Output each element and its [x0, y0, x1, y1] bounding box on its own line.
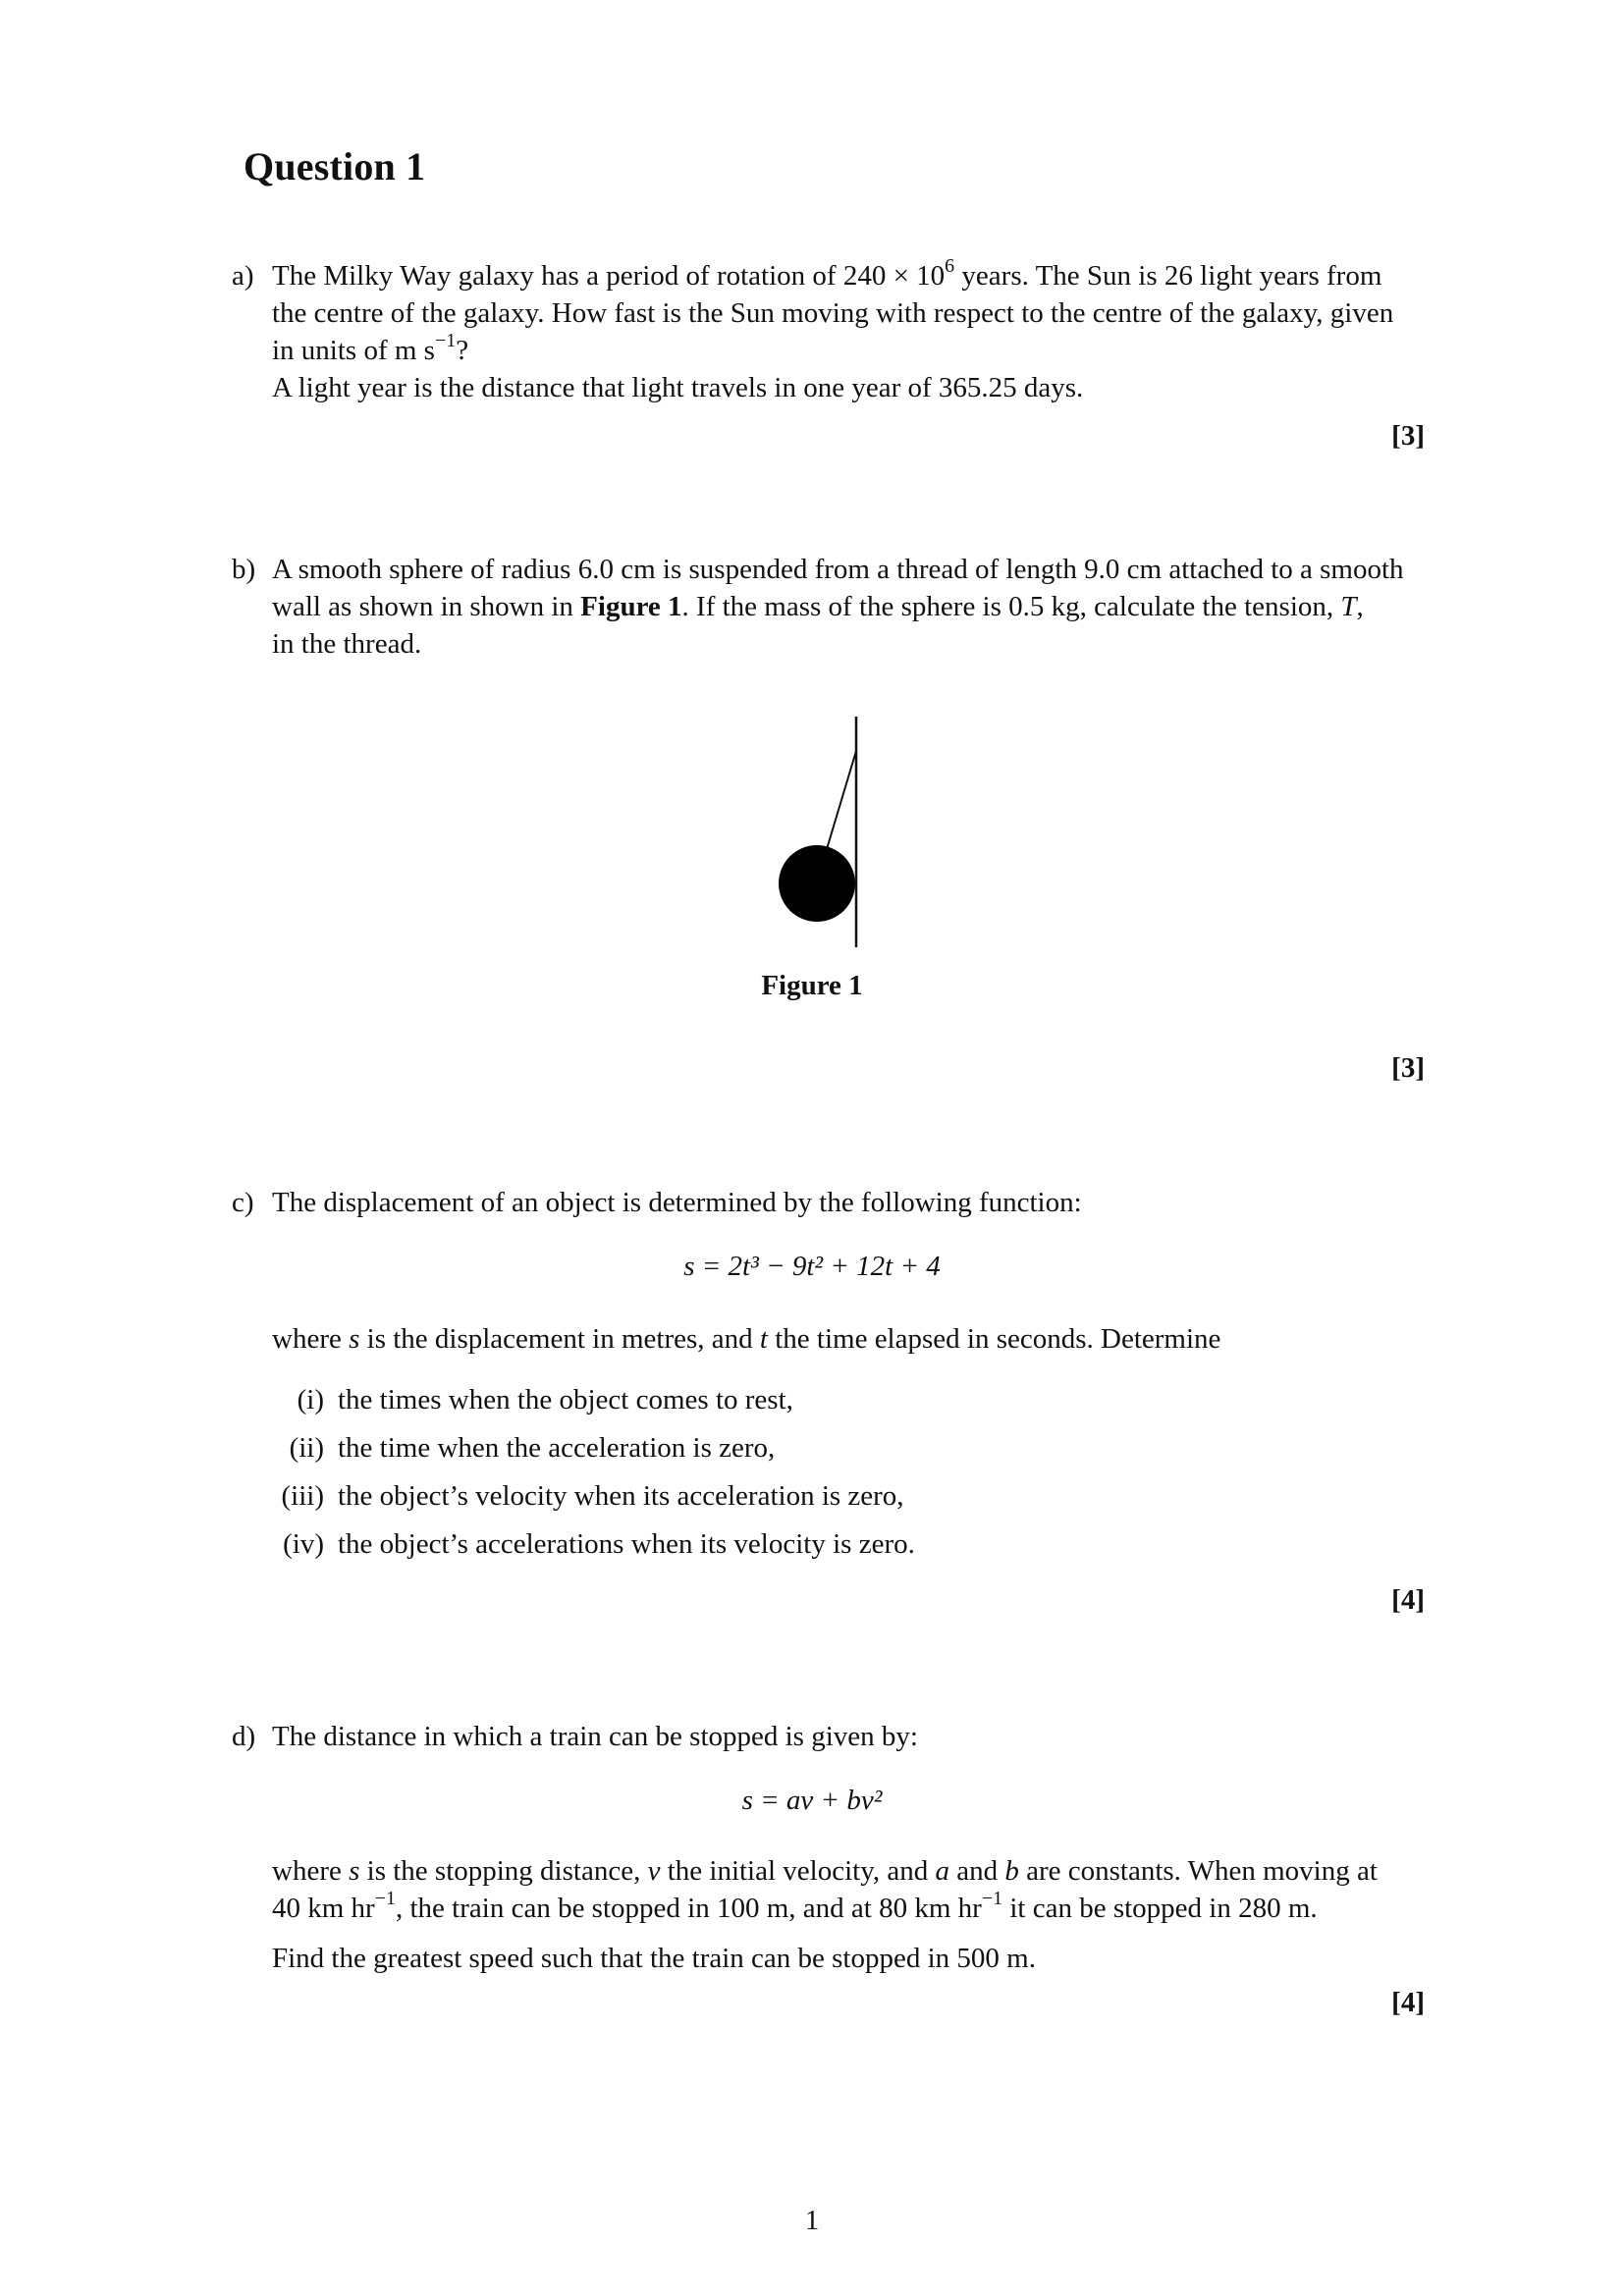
- sub-item-text: the object’s accelerations when its velocity is zero.: [338, 1528, 915, 1560]
- part-a-label: a): [232, 260, 254, 292]
- part-d-marks: [4]: [1391, 1987, 1425, 2018]
- thread-line: [827, 751, 856, 849]
- figure-1-sphere-diagram: [766, 712, 884, 957]
- part-a-marks: [3]: [1391, 420, 1425, 452]
- part-c-where: where s is the displacement in metres, and t the time elapsed in seconds. Determine: [272, 1323, 1221, 1355]
- figure-reference: Figure 1: [580, 591, 682, 622]
- page-number: 1: [804, 2205, 820, 2236]
- part-d-question: Find the greatest speed such that the train can be stopped in 500 m.: [272, 1943, 1036, 1974]
- sphere: [779, 845, 855, 922]
- part-c-intro: The displacement of an object is determined by the following function:: [272, 1187, 1082, 1218]
- question-heading: Question 1: [244, 144, 426, 188]
- part-c-label: c): [232, 1187, 254, 1218]
- part-d-label: d): [232, 1721, 256, 1752]
- part-b-marks: [3]: [1391, 1052, 1425, 1084]
- part-d-intro: The distance in which a train can be stopped is given by:: [272, 1721, 918, 1752]
- part-c-marks: [4]: [1391, 1584, 1425, 1616]
- sub-item-num: (i): [297, 1384, 324, 1415]
- stopping-distance-equation: s = av + bv²: [741, 1785, 883, 1816]
- sub-item-text: the object’s velocity when its acceleration is zero,: [338, 1480, 904, 1512]
- figure-caption: Figure 1: [761, 970, 863, 1001]
- sub-item-text: the times when the object comes to rest,: [338, 1384, 793, 1415]
- part-d-text: where s is the stopping distance, v the initial velocity, and a and b are constants. When moving at 40 km $hr^{-1}$, the train can be stopped in 100 m, and at 80 km $hr^{-1}$ it can be stopped in 280 m.: [272, 1855, 1378, 1924]
- unit-ms: m s: [394, 335, 435, 366]
- sub-item-num: (ii): [289, 1432, 324, 1464]
- sub-item-num: (iv): [283, 1528, 324, 1560]
- part-b-label: b): [232, 554, 256, 585]
- part-a-text: The Milky Way galaxy has a period of rotation of $240 \times 10^6$ years. The Sun is 26 light years from the centre of the galaxy. How fast is the Sun moving with respect to the centre of the galaxy, given in units of m $s^{-1}$? A light year is the distance that light travels in one year of 365.25 days.: [272, 255, 1394, 403]
- sub-item-text: the time when the acceleration is zero,: [338, 1432, 776, 1464]
- sub-item-num: (iii): [281, 1480, 324, 1512]
- displacement-equation: s = 2t³ − 9t² + 12t + 4: [683, 1251, 941, 1282]
- period-value: 240 × 10: [842, 260, 946, 292]
- part-b-text: A smooth sphere of radius 6.0 cm is suspended from a thread of length 9.0 cm attached to a smooth wall as shown in shown in Figure 1. If the mass of the sphere is 0.5 kg, calculate the tension, T, in the thread.: [272, 554, 1404, 660]
